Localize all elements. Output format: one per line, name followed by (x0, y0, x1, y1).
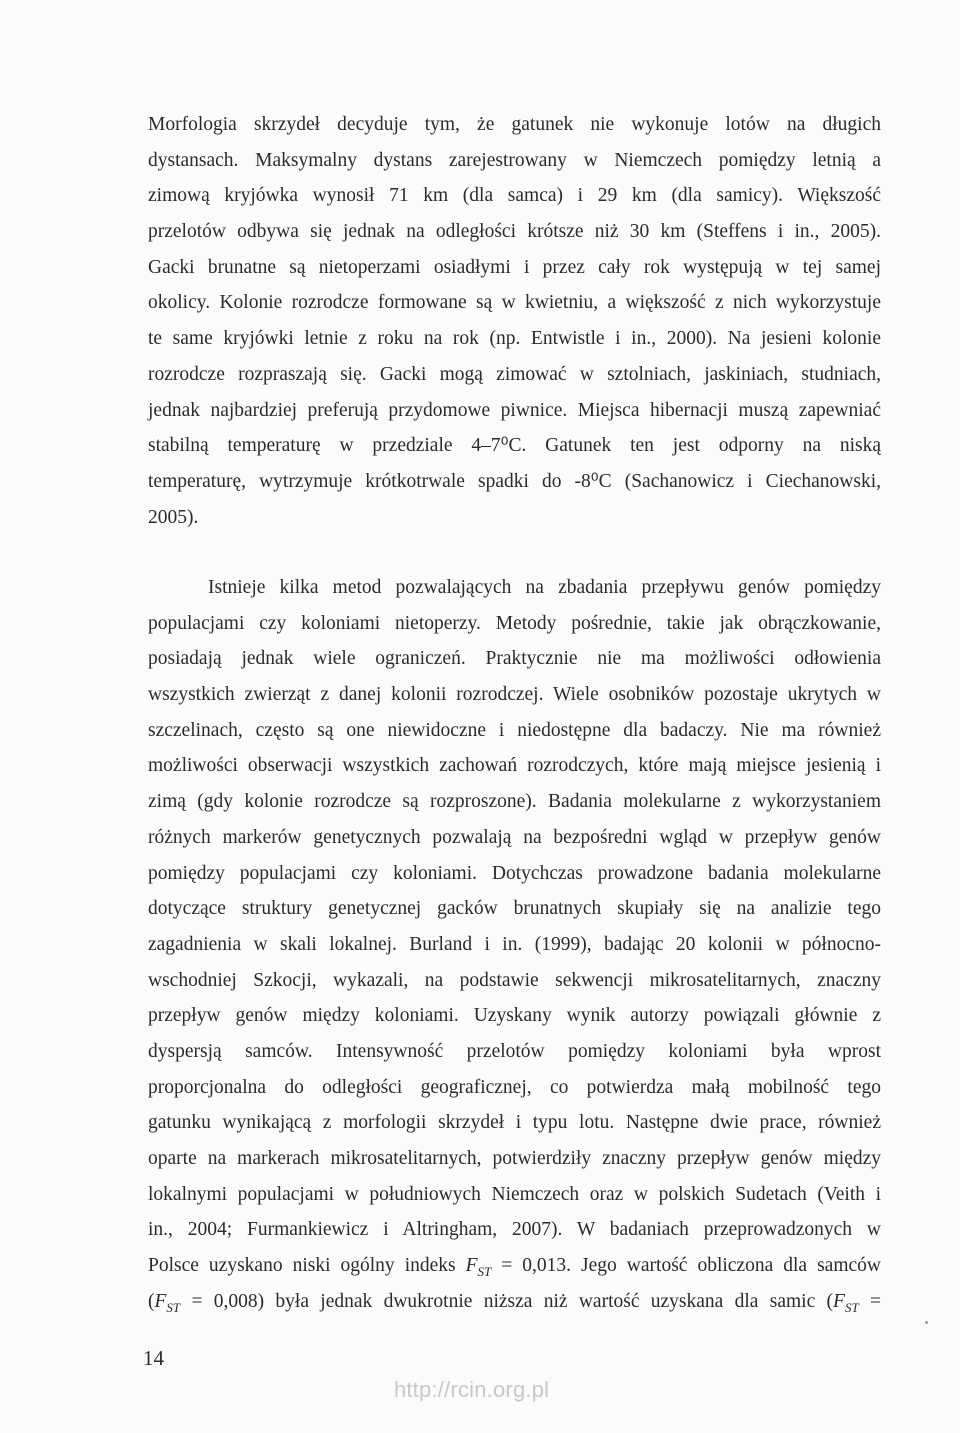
source-watermark: http://rcin.org.pl (394, 1377, 550, 1402)
text-line: zagadnienia w skali lokalnej. Burland i in. (1999), badając 20 kolonii w północno- (148, 933, 881, 955)
text-line: wschodniej Szkocji, wykazali, na podstawie sekwencji mikrosatelitarnych, znaczny (148, 969, 881, 991)
text-line: zimą (gdy kolonie rozrodcze są rozproszone). Badania molekularne z wykorzystaniem (148, 791, 881, 813)
text-line-fst: $(F_{ST} = 0,008)$ była jednak dwukrotnie niższa niż wartość uzyskana dla samic ($F_{ST}$ = (148, 1290, 882, 1315)
text-line: jednak najbardziej preferują przydomowe piwnice. Miejsca hibernacji muszą zapewniać (148, 399, 881, 421)
paragraph-morphology (148, 107, 881, 535)
text-line: dotyczące struktury genetycznej gacków brunatnych skupiały się na analizie tego (148, 898, 881, 920)
text-line: proporcjonalna do odległości geograficznej, co potwierdza małą mobilność tego (148, 1076, 881, 1098)
text-line: Morfologia skrzydeł decyduje tym, że gatunek nie wykonuje lotów na długich (148, 114, 881, 135)
text-line: przelotów odbywa się jednak na odległości krótsze niż 30 km (Steffens i in., 2005). (148, 221, 881, 243)
text-line: przepływ genów między koloniami. Uzyskany wynik autorzy powiązali głównie z (148, 1005, 881, 1027)
text-line: okolicy. Kolonie rozrodcze formowane są w kwietniu, a większość z nich wykorzystuje (148, 292, 881, 314)
text-line: populacjami czy koloniami nietoperzy. Metody pośrednie, takie jak obrączkowanie, (148, 612, 881, 634)
text-line: in., 2004; Furmankiewicz i Altringham, 2007). W badaniach przeprowadzonych w (148, 1219, 881, 1241)
text-line: rozrodcze rozpraszają się. Gacki mogą zimować w sztolniach, jaskiniach, studniach, (148, 363, 881, 385)
text-line: posiadają jednak wiele ograniczeń. Praktycznie nie ma możliwości odłowienia (148, 648, 881, 670)
text-line: temperaturę, wytrzymuje krótkotrwale spadki do -8⁰C (Sachanowicz i Ciechanowski, (148, 470, 881, 492)
text-line: możliwości obserwacji wszystkich zachowań rozrodczych, które mają miejsce jesienią i (148, 755, 881, 777)
text-line: pomiędzy populacjami czy koloniami. Dotychczas prowadzone badania molekularne (148, 862, 881, 884)
scan-dot (925, 1321, 928, 1324)
text-line: dyspersją samców. Intensywność przelotów pomiędzy koloniami była wprost (148, 1040, 881, 1062)
text-line: zimową kryjówka wynosił 71 km (dla samca) i 29 km (dla samicy). Większość (148, 185, 881, 207)
text-line: wszystkich zwierząt z danej kolonii rozrodczej. Wiele osobników pozostaje ukrytych w (148, 684, 881, 706)
text-line: szczelinach, często są one niewidoczne i niedostępne dla badaczy. Nie ma również (148, 719, 881, 741)
text-line-fst: Polsce uzyskano niski ogólny indeks $F_{ST} = 0,013$. Jego wartość obliczona dla samców (148, 1255, 881, 1279)
text-line: lokalnymi populacjami w południowych Niemczech oraz w polskich Sudetach (Veith i (148, 1183, 881, 1205)
text-line: różnych markerów genetycznych pozwalają na bezpośredni wgląd w przepływ genów (148, 826, 881, 848)
paragraph-gene-flow (148, 570, 881, 1319)
text-line: Gacki brunatne są nietoperzami osiadłymi i przez cały rok występują w tej samej (148, 256, 881, 278)
text-line: te same kryjówki letnie z roku na rok (np. Entwistle i in., 2000). Na jesieni kolonie (148, 328, 881, 350)
page-number: 14 (143, 1346, 164, 1370)
text-line: dystansach. Maksymalny dystans zarejestrowany w Niemczech pomiędzy letnią a (148, 149, 881, 171)
text-line: gatunku wynikającą z morfologii skrzydeł i typu lotu. Następne dwie prace, również (148, 1112, 881, 1134)
text-line: 2005). (148, 506, 199, 528)
text-line: stabilną temperaturę w przedziale 4–7⁰C. Gatunek ten jest odporny na niską (148, 435, 881, 457)
text-line: oparte na markerach mikrosatelitarnych, potwierdziły znaczny przepływ genów między (148, 1148, 881, 1169)
text-line: Istnieje kilka metod pozwalających na zbadania przepływu genów pomiędzy (208, 577, 881, 598)
